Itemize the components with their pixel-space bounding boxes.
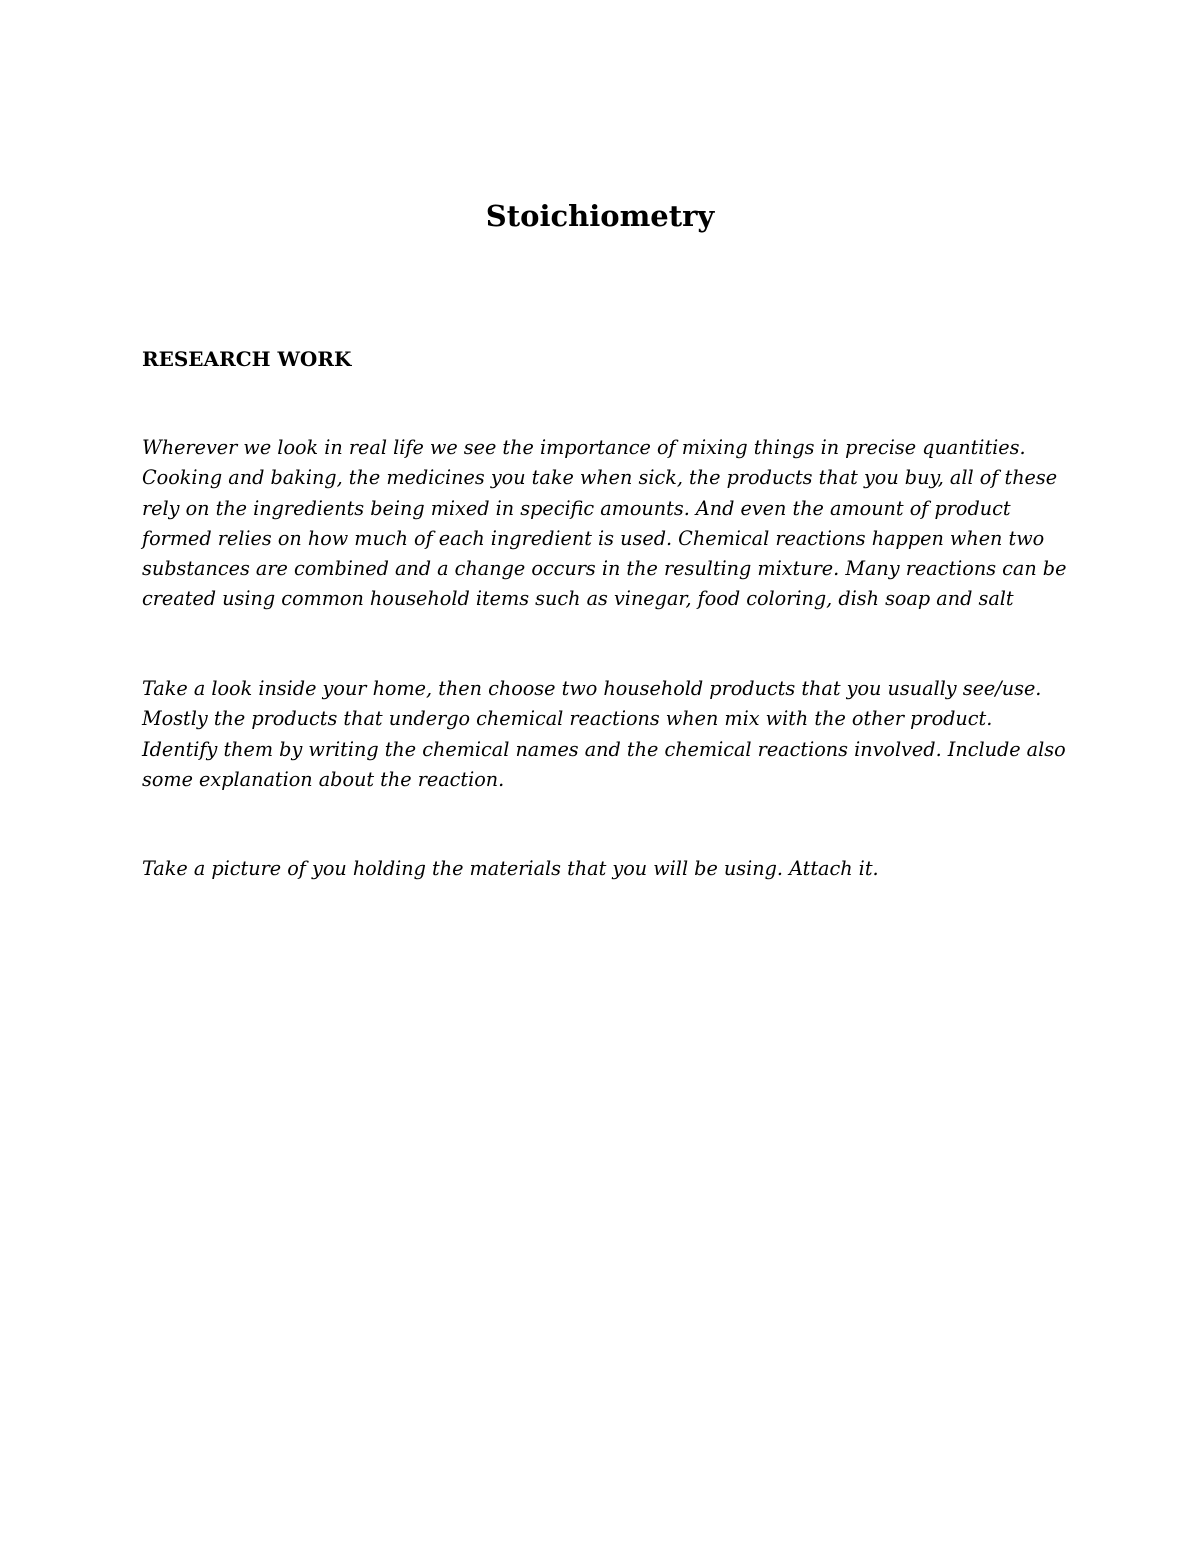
section-heading: RESEARCH WORK [142,347,352,371]
paragraph-line: created using common household items such as vinegar, food coloring, dish soap and salt [142,587,1014,611]
paragraph-line: Take a picture of you holding the materials that you will be using. Attach it. [142,857,879,880]
paragraph-line: Cooking and baking, the medicines you take when sick, the products that you buy, all of these [142,466,1058,490]
paragraph-line: Mostly the products that undergo chemical reactions when mix with the other product. [142,707,993,731]
paragraph-picture-task [142,854,1067,884]
paragraph-line: substances are combined and a change occurs in the resulting mixture. Many reactions can be [142,557,1067,581]
paragraph-line: Take a look inside your home, then choose two household products that you usually see/use. [142,677,1042,700]
page-title: Stoichiometry [485,199,715,233]
paragraph-line: formed relies on how much of each ingredient is used. Chemical reactions happen when two [142,526,1045,550]
paragraph-instructions [142,674,1067,795]
paragraph-line: Identify them by writing the chemical names and the chemical reactions involved. Include also [142,737,1066,761]
paragraph-line: some explanation about the reaction. [142,767,505,791]
paragraph-line: Wherever we look in real life we see the importance of mixing things in precise quantities. [142,436,1026,459]
paragraph-line: rely on the ingredients being mixed in specific amounts. And even the amount of product [142,496,1011,520]
paragraph-intro [142,433,1067,615]
